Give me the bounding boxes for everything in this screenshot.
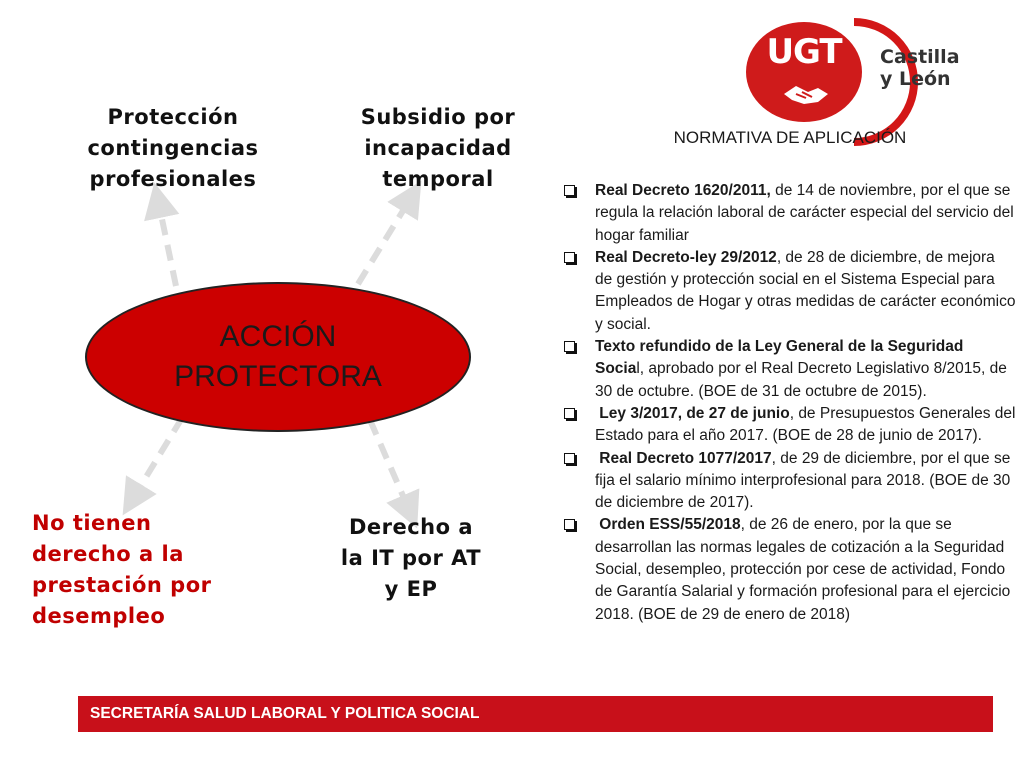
law-name: Real Decreto-ley 29/2012 <box>595 248 777 266</box>
node-line: y EP <box>384 577 438 601</box>
node-line: profesionales <box>89 167 257 191</box>
law-description: de 14 de noviembre, por el que se regula la relación laboral de carácter especial del servicio del hogar familiar <box>595 182 1014 244</box>
node-no-derecho-desempleo <box>32 508 272 632</box>
normativa-title: NORMATIVA DE APLICACIÓN <box>673 128 907 147</box>
list-item <box>560 403 1016 448</box>
checkbox-bullet-icon <box>564 252 575 263</box>
list-item <box>560 514 1016 625</box>
law-description: , de 28 de diciembre, de mejora de gestión y protección social en el Sistema Especial para Empleados de Hogar y otras medidas de carácter económico y social. <box>595 248 1016 333</box>
checkbox-bullet-icon <box>564 185 575 196</box>
law-name: Real Decreto 1077/2017 <box>595 449 772 467</box>
list-item <box>560 180 1016 247</box>
checkbox-bullet-icon <box>564 341 575 352</box>
list-item <box>560 336 1016 403</box>
diagram-arrows <box>0 0 560 560</box>
accion-protectora-ellipse <box>85 282 471 432</box>
checkbox-bullet-icon <box>564 408 575 419</box>
logo-region <box>880 46 990 90</box>
checkbox-bullet-icon <box>564 453 575 464</box>
law-description: l, aprobado por el Real Decreto Legislativo 8/2015, de 30 de octubre. (BOE de 31 de octubre de 2015). <box>595 360 1007 400</box>
law-name: Orden ESS/55/2018 <box>595 516 741 534</box>
list-item <box>560 448 1016 515</box>
law-name: Ley 3/2017, de 27 de junio <box>595 404 790 422</box>
arrow-to-desempleo <box>132 418 182 500</box>
node-line: contingencias <box>87 136 259 160</box>
logo-disc <box>746 22 862 122</box>
node-line: derecho a la <box>32 542 184 566</box>
node-derecho-it <box>316 512 506 605</box>
arrow-to-subsidio <box>358 196 412 284</box>
ellipse-line: ACCIÓN <box>219 320 337 353</box>
logo-region-line1: Castilla <box>880 46 960 68</box>
checkbox-bullet-icon <box>564 519 575 530</box>
node-line: Protección <box>107 105 239 129</box>
node-line: desempleo <box>32 604 166 628</box>
node-line: prestación por <box>32 573 212 597</box>
node-subsidio-incapacidad <box>336 102 540 195</box>
node-line: Subsidio por <box>360 105 516 129</box>
law-description: , de 29 de diciembre, por el que se fija el salario mínimo interprofesional para 2018. (BOE de 30 de diciembre de 2017). <box>595 449 1011 512</box>
node-line: incapacidad <box>364 136 512 160</box>
node-proteccion-contingencias <box>60 102 286 195</box>
node-line: la IT por AT <box>340 546 482 570</box>
node-line: No tienen <box>32 511 152 535</box>
normativa-list <box>560 180 1016 626</box>
handshake-icon <box>782 80 830 108</box>
ellipse-line: PROTECTORA <box>174 360 382 393</box>
logo-region-line2: y León <box>880 68 951 90</box>
logo-brand: UGT <box>766 32 842 72</box>
law-name: Real Decreto 1620/2011, <box>595 182 771 199</box>
law-description: , de 26 de enero, por la que se desarrollan las normas legales de cotización a la Seguridad Social, desempleo, protección por cese de actividad, Fondo de Garantía Salarial y formación profesional para el ejercicio 2018. (BOE de 29 de enero de 2018) <box>595 516 1011 623</box>
node-line: temporal <box>382 167 494 191</box>
node-line: Derecho a <box>348 515 474 539</box>
law-description: , de Presupuestos Generales del Estado para el año 2017. (BOE de 28 de junio de 2017). <box>595 404 1016 445</box>
ugt-castilla-leon-logo <box>742 18 1014 122</box>
footer-bar <box>78 696 993 732</box>
list-item <box>560 247 1016 336</box>
arrow-to-contingencias <box>158 200 176 286</box>
footer-text: SECRETARÍA SALUD LABORAL Y POLITICA SOCIAL <box>90 705 480 722</box>
arrow-to-derecho-it <box>370 420 410 512</box>
ellipse-label <box>174 317 382 397</box>
law-name: Texto refundido de la Ley General de la Seguridad Socia <box>595 338 964 378</box>
